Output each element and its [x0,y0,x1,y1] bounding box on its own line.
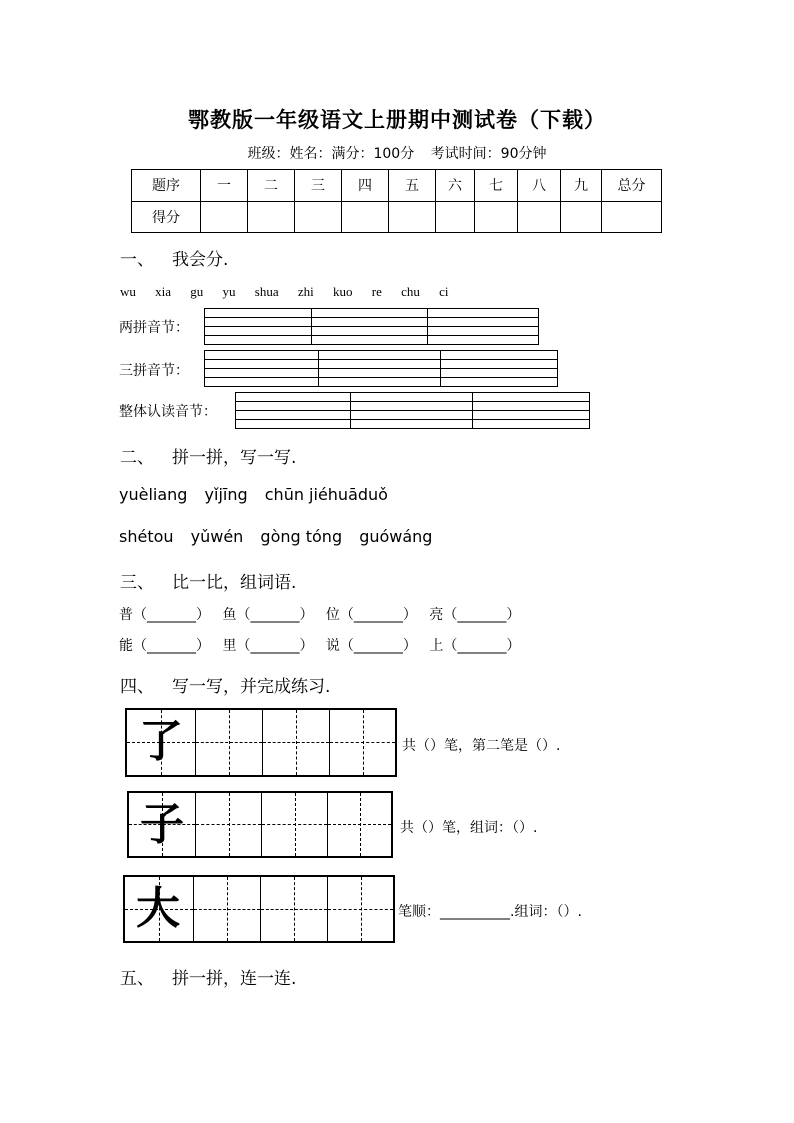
question-2: 共（）笔，组词：（）. [400,820,538,836]
syllable-list [120,284,465,300]
section-title: 拼一拼，连一连. [172,969,297,989]
syllable: xia [155,284,172,299]
syllable: shua [254,284,279,299]
model-character: 子 [140,799,184,850]
score-input-cell[interactable] [518,201,561,233]
two-part-syllable-writing-lines[interactable] [204,308,539,345]
pinyin-word: yǔwén [190,527,244,546]
section-title: 我会分. [172,250,229,270]
score-table-score-row [132,201,662,233]
section-number: 五、 [120,969,154,989]
pinyin-word: gòng tóng [260,527,343,546]
pinyin-word: yǐjīng [204,485,248,504]
score-header-cell: 三 [295,170,342,202]
writing-grid-1[interactable] [125,708,397,777]
section-number: 四、 [120,677,154,697]
compare-row-1 [119,604,528,624]
score-header-cell: 七 [475,170,518,202]
pinyin-word: yuèliang [119,485,188,504]
whole-syllable-label: 整体认读音节： [119,404,217,420]
writing-grid-2[interactable] [127,791,393,858]
two-part-syllable-label: 两拼音节： [119,320,189,336]
model-character: 了 [139,716,183,767]
score-table [131,169,662,233]
page-title: 鄂教版一年级语文上册期中测试卷（下载） [188,108,606,132]
exam-info-left: 班级：姓名：满分：100分 [247,146,415,162]
score-input-cell[interactable] [248,201,295,233]
exam-info [0,143,794,163]
section-3-heading [120,568,296,593]
syllable: re [371,284,382,299]
score-header-cell: 九 [561,170,602,202]
three-part-syllable-writing-lines[interactable] [204,350,558,387]
score-header-cell: 二 [248,170,295,202]
section-1-heading [120,245,228,270]
score-header-cell: 六 [436,170,475,202]
score-header-cell: 一 [201,170,248,202]
score-input-cell[interactable] [436,201,475,233]
section-number: 三、 [120,573,154,593]
syllable: gu [190,284,204,299]
section-title: 拼一拼，写一写. [172,448,297,468]
whole-syllable-writing-lines[interactable] [235,392,590,429]
model-character: 大 [136,883,180,934]
score-input-cell[interactable] [602,201,662,233]
score-header-cell: 四 [342,170,389,202]
word-blank[interactable]: 普（_______） [119,607,210,623]
syllable: zhi [297,284,314,299]
pinyin-line-2 [119,527,444,546]
pinyin-word: guówáng [359,527,433,546]
score-input-cell[interactable] [201,201,248,233]
compare-row-2 [119,635,528,655]
writing-grid-3[interactable] [123,875,395,943]
section-title: 比一比，组词语. [172,573,297,593]
pinyin-word: chūn jiéhuāduǒ [264,485,388,504]
word-blank[interactable]: 上（_______） [429,638,521,654]
word-blank[interactable]: 位（_______） [325,607,417,623]
section-4-heading [120,672,330,697]
score-header-cell: 五 [389,170,436,202]
pinyin-word: shétou [119,527,174,546]
score-header-cell: 题序 [132,170,201,202]
word-blank[interactable]: 能（_______） [119,638,210,654]
score-input-cell[interactable] [561,201,602,233]
syllable: wu [120,284,136,299]
word-blank[interactable]: 鱼（_______） [222,607,314,623]
syllable: chu [401,284,420,299]
three-part-syllable-label: 三拼音节： [119,363,189,379]
section-number: 一、 [120,250,154,270]
syllable: yu [222,284,236,299]
question-1: 共（）笔，第二笔是（）. [402,738,561,754]
pinyin-line-1 [119,485,400,504]
section-number: 二、 [120,448,154,468]
score-table-header-row [132,170,662,202]
score-input-cell[interactable] [475,201,518,233]
score-header-cell: 八 [518,170,561,202]
exam-info-right: 考试时间：90分钟 [430,146,547,162]
section-2-heading [120,443,296,468]
syllable: ci [439,284,449,299]
word-blank[interactable]: 里（_______） [222,638,314,654]
word-blank[interactable]: 亮（_______） [429,607,521,623]
question-3: 笔顺：__________.组词：（）. [398,904,582,920]
section-title: 写一写，并完成练习. [172,677,331,697]
score-input-cell[interactable] [295,201,342,233]
score-header-cell: 总分 [602,170,662,202]
word-blank[interactable]: 说（_______） [325,638,417,654]
score-input-cell[interactable] [389,201,436,233]
section-5-heading [120,964,296,989]
score-input-cell[interactable] [342,201,389,233]
syllable: kuo [333,284,353,299]
score-row-label: 得分 [132,201,201,233]
